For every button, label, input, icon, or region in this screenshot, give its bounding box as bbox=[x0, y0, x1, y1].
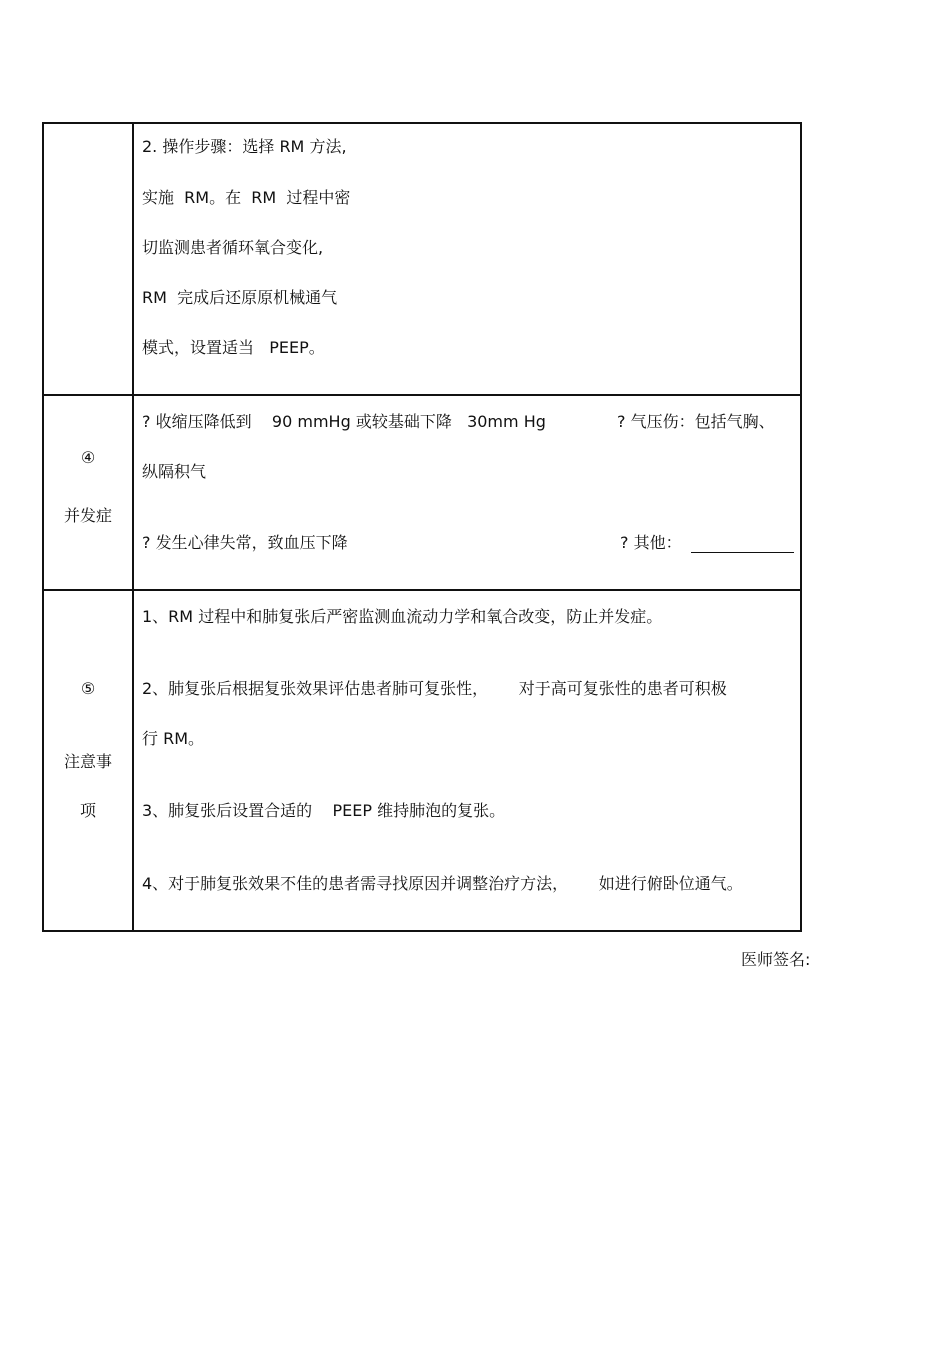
notes-row bbox=[44, 591, 800, 930]
section-number: ④ bbox=[80, 448, 96, 467]
complication-item-continued: 纵隔积气 bbox=[142, 462, 207, 481]
note-item-continued: 行 RM。 bbox=[142, 729, 205, 748]
steps-line: 模式，设置适当 PEEP。 bbox=[142, 338, 325, 357]
notes-content-cell bbox=[134, 591, 800, 930]
note-item: 4、对于肺复张效果不佳的患者需寻找原因并调整治疗方法， 如进行俯卧位通气。 bbox=[142, 874, 743, 893]
steps-row bbox=[44, 124, 800, 396]
note-item: 2、肺复张后根据复张效果评估患者肺可复张性， 对于高可复张性的患者可积极 bbox=[142, 679, 727, 698]
note-item: 1、RM 过程中和肺复张后严密监测血流动力学和氧合改变，防止并发症。 bbox=[142, 607, 663, 626]
complication-item: ? 发生心律失常，致血压下降 bbox=[142, 533, 348, 552]
steps-line: 切监测患者循环氧合变化, bbox=[142, 238, 324, 257]
steps-line: 2. 操作步骤：选择 RM 方法, bbox=[142, 137, 347, 156]
form-table bbox=[42, 122, 802, 932]
steps-label-cell bbox=[44, 124, 134, 394]
complications-content-cell bbox=[134, 396, 800, 589]
complications-label-cell bbox=[44, 396, 134, 589]
steps-content-cell bbox=[134, 124, 800, 394]
notes-label-cell bbox=[44, 591, 134, 930]
steps-line: 实施 RM。在 RM 过程中密 bbox=[142, 188, 351, 207]
other-fill-blank[interactable] bbox=[691, 552, 794, 553]
complication-other-label: ? 其他： bbox=[620, 533, 682, 552]
complications-label: 并发症 bbox=[63, 506, 112, 525]
steps-line: RM 完成后还原原机械通气 bbox=[142, 288, 338, 307]
note-item: 3、肺复张后设置合适的 PEEP 维持肺泡的复张。 bbox=[142, 801, 506, 820]
complications-row bbox=[44, 396, 800, 591]
doctor-signature-label: 医师签名: bbox=[741, 950, 811, 969]
notes-label: 项 bbox=[79, 801, 96, 820]
section-number: ⑤ bbox=[80, 679, 96, 698]
complication-item: ? 收缩压降低到 90 mmHg 或较基础下降 30mm Hg bbox=[142, 412, 546, 431]
complication-item: ? 气压伤：包括气胸、 bbox=[617, 412, 775, 431]
notes-label: 注意事 bbox=[63, 752, 112, 771]
